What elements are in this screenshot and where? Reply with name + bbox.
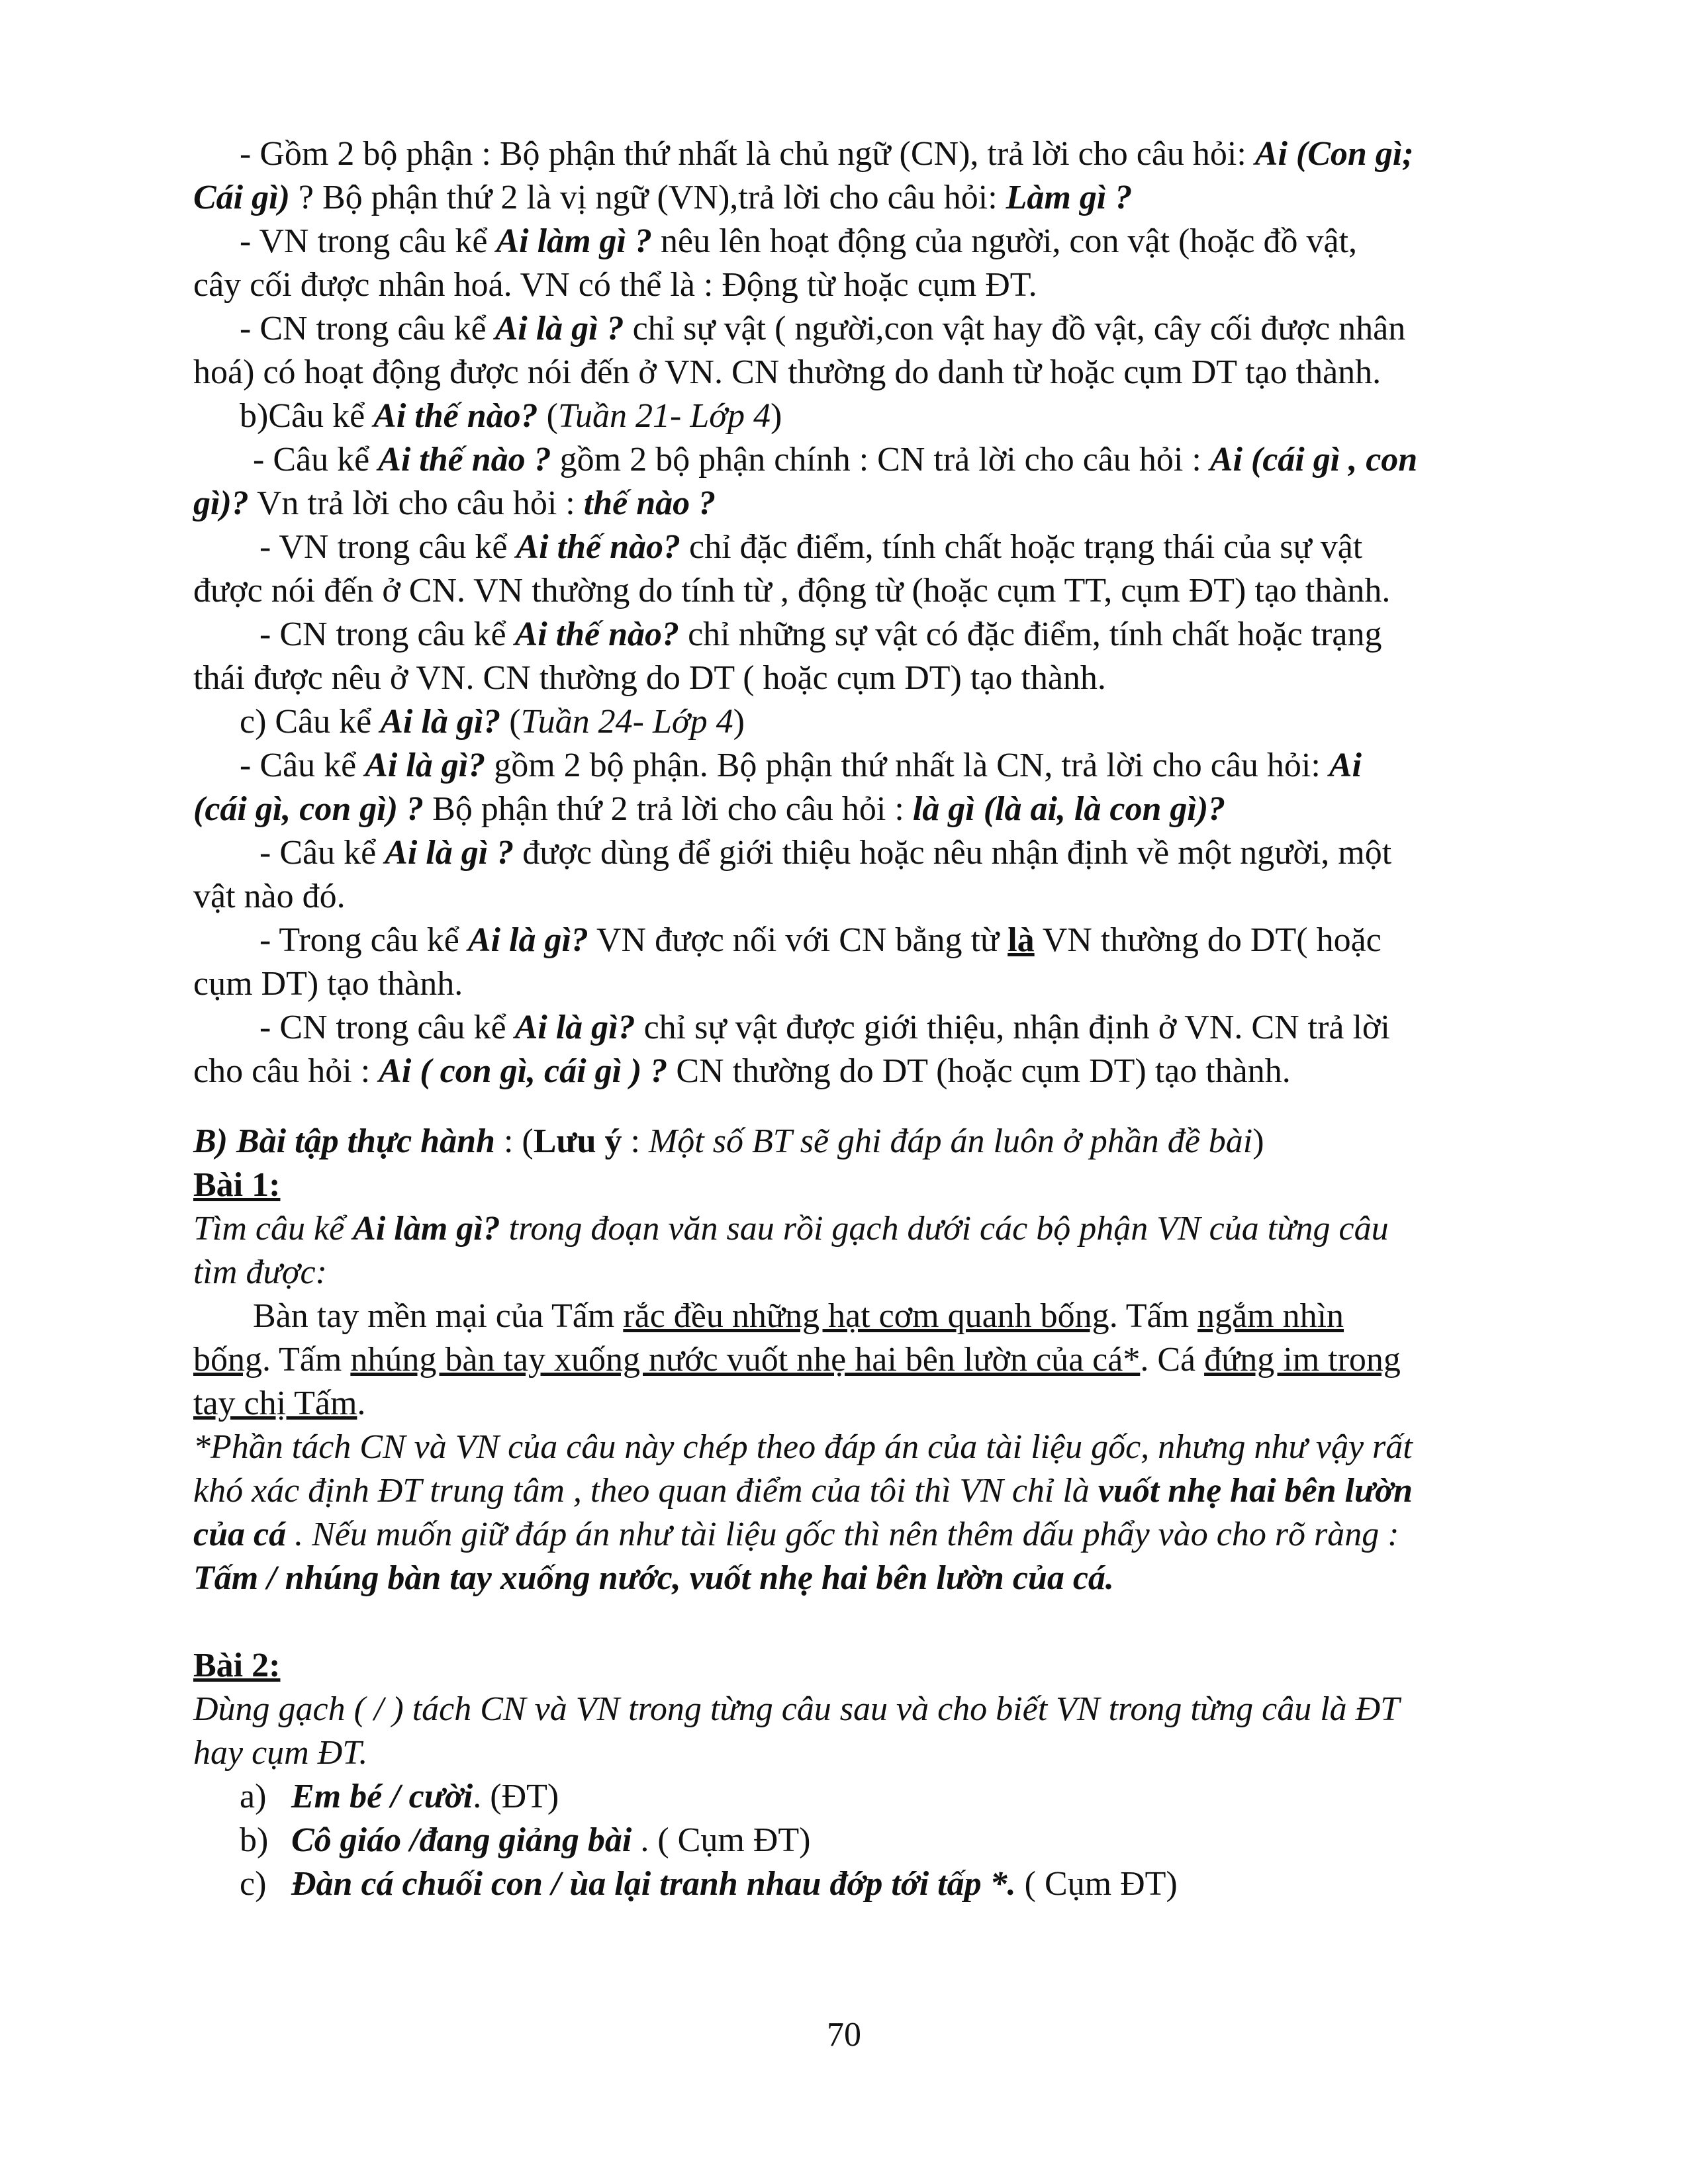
text-line: cụm DT) tạo thành. (193, 965, 463, 1003)
text-line: - CN trong câu kể Ai là gì ? chỉ sự vật ( người,con vật hay đồ vật, cây cối được nhân (240, 310, 1406, 347)
text-line: - Câu kể Ai thế nào ? gồm 2 bộ phận chính : CN trả lời cho câu hỏi : Ai (cái gì , con (253, 441, 1418, 478)
text-line: - Gồm 2 bộ phận : Bộ phận thứ nhất là chủ ngữ (CN), trả lời cho câu hỏi: Ai (Con gì; (240, 135, 1414, 173)
text-line: - VN trong câu kể Ai thế nào? chỉ đặc điểm, tính chất hoặc trạng thái của sự vật (259, 528, 1363, 566)
footnote-text: khó xác định ĐT trung tâm , theo quan điểm của tôi thì VN chỉ là vuốt nhẹ hai bên lườn (193, 1472, 1413, 1510)
list-item: a) Em bé / cười. (ĐT) (240, 1778, 559, 1815)
text-line: cây cối được nhân hoá. VN có thể là : Động từ hoặc cụm ĐT. (193, 266, 1037, 304)
footnote-text: của cá . Nếu muốn giữ đáp án như tài liệu gốc thì nên thêm dấu phẩy vào cho rõ ràng : (193, 1516, 1399, 1553)
document-page (193, 132, 1550, 1906)
text-line: - CN trong câu kể Ai thế nào? chỉ những sự vật có đặc điểm, tính chất hoặc trạng (259, 615, 1382, 653)
text-line: - Trong câu kể Ai là gì? VN được nối với CN bằng từ là VN thường do DT( hoặc (259, 921, 1382, 959)
text-line: gì)? Vn trả lời cho câu hỏi : thế nào ? (193, 484, 716, 522)
text-line: - CN trong câu kể Ai là gì? chỉ sự vật được giới thiệu, nhận định ở VN. CN trả lời (259, 1009, 1390, 1046)
text-line: - VN trong câu kể Ai làm gì ? nêu lên hoạt động của người, con vật (hoặc đồ vật, (240, 222, 1358, 260)
list-item: c) Đàn cá chuối con / ùa lại tranh nhau đớp tới tấp *. ( Cụm ĐT) (240, 1865, 1178, 1903)
section-heading: B) Bài tập thực hành : (Lưu ý : Một số BT sẽ ghi đáp án luôn ở phần đề bài) (193, 1122, 1264, 1160)
text-line: - Câu kể Ai là gì? gồm 2 bộ phận. Bộ phận thứ nhất là CN, trả lời cho câu hỏi: Ai (240, 747, 1362, 784)
exercise-title: Bài 1: (193, 1166, 281, 1204)
list-item: b) Cô giáo /đang giảng bài . ( Cụm ĐT) (240, 1821, 811, 1859)
footnote-text: *Phần tách CN và VN của câu này chép theo đáp án của tài liệu gốc, nhưng như vậy rất (193, 1428, 1413, 1466)
footnote-text: Tấm / nhúng bàn tay xuống nước, vuốt nhẹ hai bên lườn của cá. (193, 1559, 1114, 1597)
text-line: - Câu kể Ai là gì ? được dùng để giới thiệu hoặc nêu nhận định về một người, một (259, 834, 1392, 872)
text-line: vật nào đó. (193, 878, 346, 915)
exercise-passage: Bàn tay mền mại của Tấm rắc đều những hạt cơm quanh bống. Tấm ngắm nhìn (253, 1297, 1344, 1335)
text-line: (cái gì, con gì) ? Bộ phận thứ 2 trả lời cho câu hỏi : là gì (là ai, là con gì)? (193, 790, 1226, 828)
exercise-question: tìm được: (193, 1253, 327, 1291)
exercise-question: Tìm câu kể Ai làm gì? trong đoạn văn sau rồi gạch dưới các bộ phận VN của từng câu (193, 1210, 1389, 1248)
subsection-heading: b)Câu kể Ai thế nào? (Tuần 21- Lớp 4) (240, 397, 782, 435)
exercise-passage: tay chị Tấm. (193, 1385, 366, 1422)
text-line: cho câu hỏi : Ai ( con gì, cái gì ) ? CN thường do DT (hoặc cụm DT) tạo thành. (193, 1052, 1291, 1090)
text-line: hoá) có hoạt động được nói đến ở VN. CN thường do danh từ hoặc cụm DT tạo thành. (193, 353, 1382, 391)
exercise-question: hay cụm ĐT. (193, 1734, 368, 1772)
text-line: Cái gì) ? Bộ phận thứ 2 là vị ngữ (VN),trả lời cho câu hỏi: Làm gì ? (193, 179, 1133, 216)
page-number: 70 (827, 2016, 861, 2054)
text-line: thái được nêu ở VN. CN thường do DT ( hoặc cụm DT) tạo thành. (193, 659, 1106, 697)
subsection-heading: c) Câu kể Ai là gì? (Tuần 24- Lớp 4) (240, 703, 745, 741)
exercise-title: Bài 2: (193, 1647, 281, 1684)
exercise-passage: bống. Tấm nhúng bàn tay xuống nước vuốt nhẹ hai bên lườn của cá*. Cá đứng im trong (193, 1341, 1401, 1379)
exercise-question: Dùng gạch ( / ) tách CN và VN trong từng câu sau và cho biết VN trong từng câu là ĐT (193, 1690, 1400, 1728)
text-line: được nói đến ở CN. VN thường do tính từ , động từ (hoặc cụm TT, cụm ĐT) tạo thành. (193, 572, 1391, 610)
